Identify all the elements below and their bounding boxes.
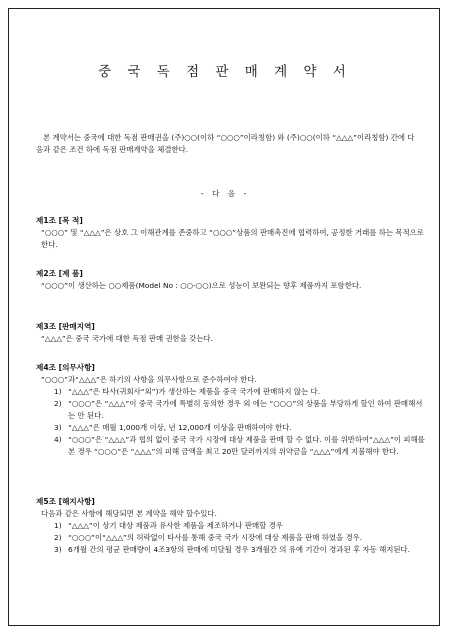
- article-body: “○○○”이 생산하는 ○○제품(Model No : ○○-○○)으로 성능이 보완되는 향후 제품까지 포함한다.: [41, 281, 362, 290]
- divider-heading: - 다 음 -: [200, 189, 250, 198]
- termination-list: [36, 520, 426, 556]
- list-item: [36, 544, 426, 556]
- list-item-number: 3): [54, 423, 62, 432]
- list-item-number: 2): [54, 533, 62, 542]
- list-item: [36, 520, 426, 532]
- article-body: “○○○” 및 “△△△”은 상호 그 이해관계를 존중하고 “○○○”상품의 판매촉진에 협력하여, 공정한 거래를 하는 목적으로 한다.: [41, 228, 424, 249]
- list-item-number: 4): [54, 435, 62, 444]
- list-item-number: 3): [54, 545, 62, 554]
- list-item-text: “△△△”은 매월 1,000개 이상, 년 12,000개 이상을 판매하여야 한다.: [68, 423, 292, 432]
- article-heading: 제2조 [제 품]: [36, 269, 83, 278]
- list-item-number: 1): [54, 387, 62, 396]
- article-4: [36, 362, 426, 458]
- article-3: [36, 321, 426, 345]
- list-item-text: “○○○”이“△△△”의 허락없이 타사를 통해 중국 국가 시장에 대상 제품을 판매 하였을 경우.: [68, 533, 363, 542]
- list-item-number: 1): [54, 521, 62, 530]
- list-item: [36, 398, 426, 422]
- list-item: [36, 532, 426, 544]
- article-2: [36, 268, 426, 292]
- article-body: “○○○”과“△△△”은 하기의 사항을 의무사항으로 준수하여야 한다.: [41, 375, 257, 384]
- article-1: [36, 215, 426, 251]
- document-title: 중 국 독 점 판 매 계 약 서: [98, 64, 352, 80]
- article-heading: 제5조 [해지사항]: [36, 497, 95, 506]
- obligation-list: [36, 386, 426, 458]
- list-item: [36, 422, 426, 434]
- article-body: 다음과 같은 사항에 해당되면 본 계약을 해약 할수있다.: [41, 509, 217, 518]
- list-item-text: “○○○”은 “△△△”과 협의 없이 중국 국가 시장에 대상 제품을 판매 할 수 없다. 이를 위반하여“△△△”이 피해를 본 경우 “○○○”은 “△△△”의 피해 금액을 최고 20만 달러까지의 위약금을 “△△△”에게 지불해야 한다.: [68, 435, 425, 456]
- article-heading: 제4조 [의무사항]: [36, 363, 95, 372]
- article-5: [36, 496, 426, 556]
- article-heading: 제1조 [목 적]: [36, 216, 83, 225]
- list-item-text: “△△△”이 상기 대상 제품과 유사한 제품을 제조하거나 판매할 경우: [68, 521, 283, 530]
- list-item-text: “△△△”은 타사(귀회사“외”)가 생산하는 제품을 중국 국가에 판매하지 않는 다.: [68, 387, 321, 396]
- list-item-text: 6개월 간의 평균 판매량이 4조3항의 판매에 미달될 경우 3개월간 의 유예 기간이 경과된 후 자동 해지된다.: [68, 545, 410, 554]
- list-item-number: 2): [54, 399, 62, 408]
- article-heading: 제3조 [판매지역]: [36, 322, 95, 331]
- list-item-text: “○○○”은 “△△△”이 중국 국가에 특별히 동의한 경우 외 에는 “○○○”의 상품을 부당하게 할인 하여 판매해서는 안 된다.: [68, 399, 423, 420]
- article-body: “△△△”은 중국 국가에 대한 독점 판매 권한을 갖는다.: [41, 334, 214, 343]
- list-item: [36, 386, 426, 398]
- list-item: [36, 434, 426, 458]
- intro-paragraph: 본 계약서는 중국에 대한 독점 판매권을 (주)○○(이하 “○○○”이라칭함) 와 (주)○○(이하 “△△△”이라칭함) 간에 다음과 같은 조건 하에 독점 판매계약을 체결한다.: [36, 133, 415, 154]
